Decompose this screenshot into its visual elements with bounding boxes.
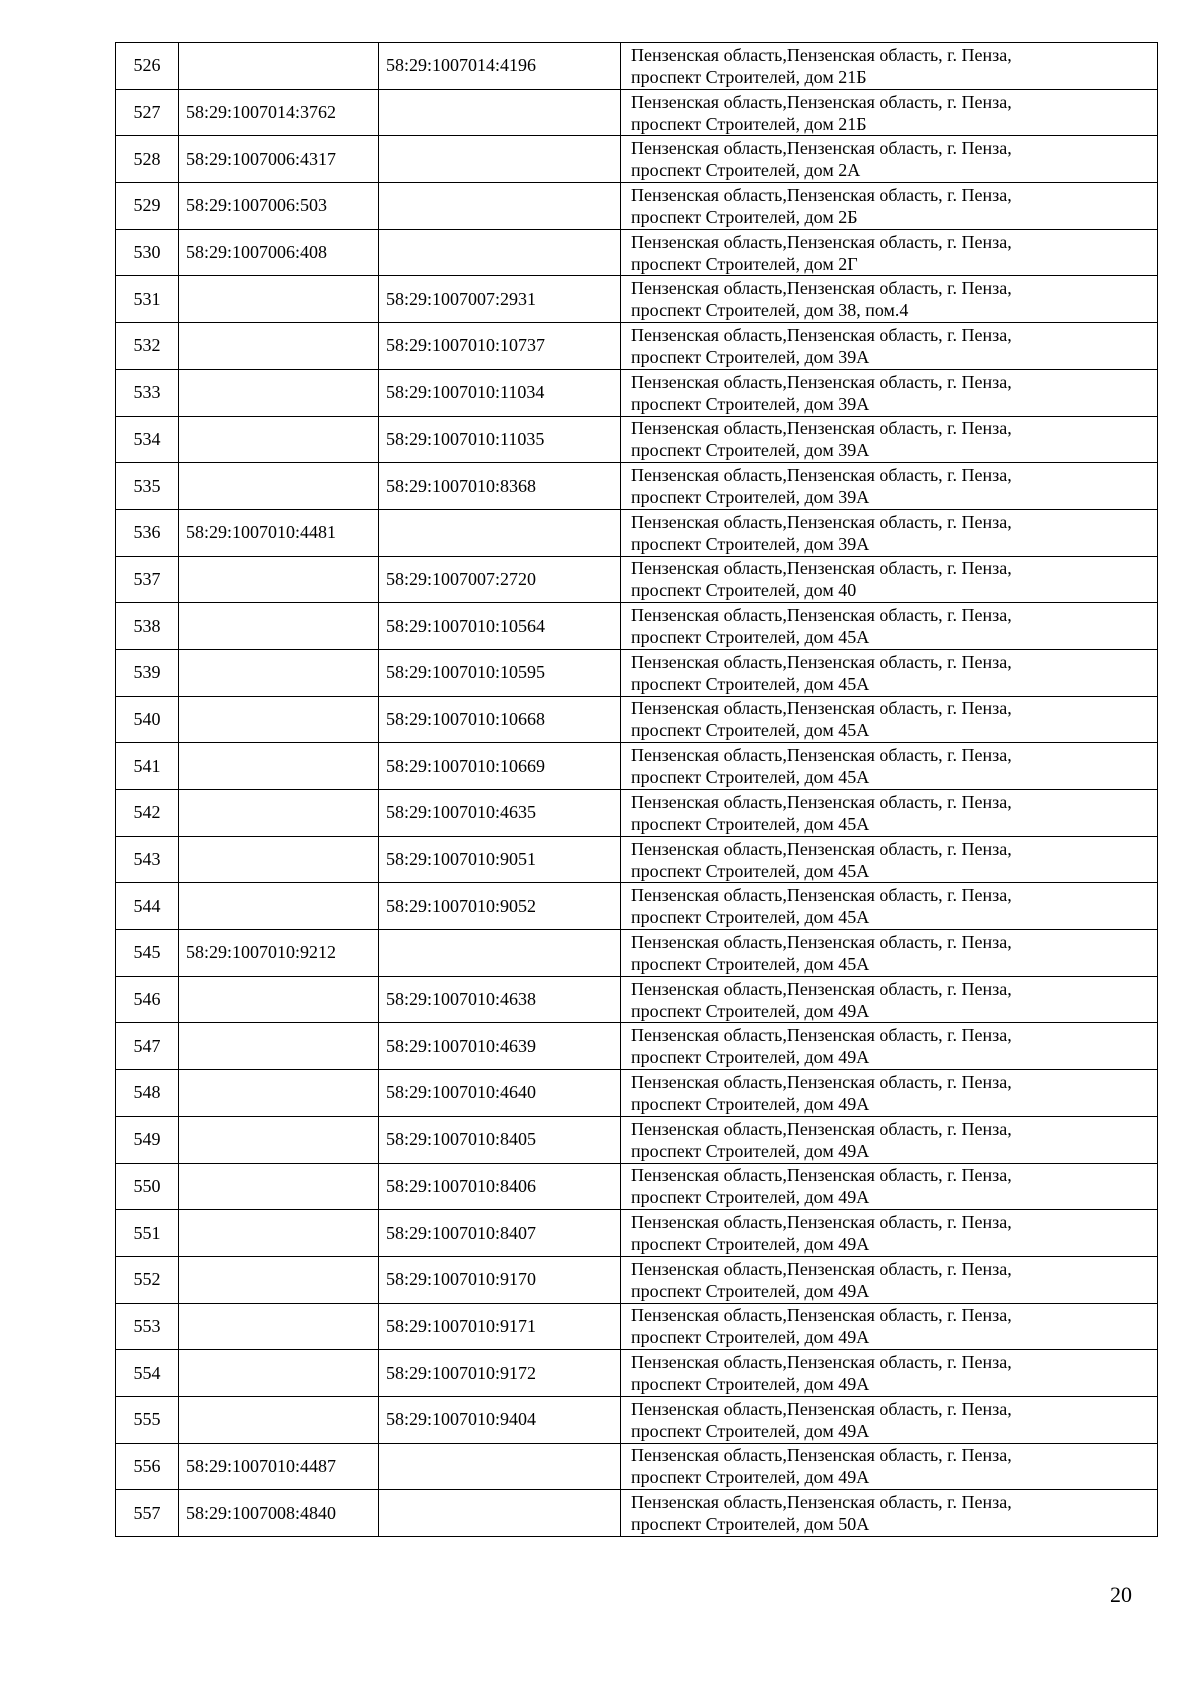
object-cadastral-number-cell [379, 1443, 621, 1490]
land-cadastral-number-cell [179, 603, 379, 650]
address-cell [621, 1256, 1158, 1303]
object-cadastral-number-cell: 58:29:1007010:10668 [379, 696, 621, 743]
address-line-2: проспект Строителей, дом 39А [631, 533, 870, 554]
row-number-cell: 555 [116, 1396, 179, 1443]
object-cadastral-number-cell: 58:29:1007010:4640 [379, 1070, 621, 1117]
table-row [116, 416, 1158, 463]
address-cell [621, 369, 1158, 416]
address-line-1: Пензенская область,Пензенская область, г. Пенза, [631, 1445, 1012, 1466]
address-line-1: Пензенская область,Пензенская область, г. Пенза, [631, 1165, 1012, 1186]
address-line-2: проспект Строителей, дом 49А [631, 1280, 870, 1301]
object-cadastral-number-cell: 58:29:1007010:9052 [379, 883, 621, 930]
row-number-cell: 529 [116, 183, 179, 230]
row-number-cell: 557 [116, 1490, 179, 1537]
table-row [116, 930, 1158, 977]
row-number-cell: 539 [116, 649, 179, 696]
land-cadastral-number-cell [179, 1303, 379, 1350]
row-number-cell: 546 [116, 976, 179, 1023]
address-line-2: проспект Строителей, дом 45А [631, 767, 870, 788]
address-line-1: Пензенская область,Пензенская область, г. Пенза, [631, 91, 1012, 112]
address-line-1: Пензенская область,Пензенская область, г. Пенза, [631, 184, 1012, 205]
land-cadastral-number-cell [179, 1023, 379, 1070]
address-cell [621, 1210, 1158, 1257]
row-number-cell: 531 [116, 276, 179, 323]
address-line-2: проспект Строителей, дом 40 [631, 580, 857, 601]
object-cadastral-number-cell [379, 136, 621, 183]
table-row [116, 136, 1158, 183]
address-line-1: Пензенская область,Пензенская область, г. Пенза, [631, 558, 1012, 579]
object-cadastral-number-cell: 58:29:1007010:10595 [379, 649, 621, 696]
row-number-cell: 528 [116, 136, 179, 183]
row-number-cell: 545 [116, 930, 179, 977]
address-line-2: проспект Строителей, дом 49А [631, 1374, 870, 1395]
land-cadastral-number-cell [179, 1210, 379, 1257]
address-line-1: Пензенская область,Пензенская область, г. Пенза, [631, 1025, 1012, 1046]
table-row [116, 1350, 1158, 1397]
address-line-1: Пензенская область,Пензенская область, г. Пенза, [631, 324, 1012, 345]
land-cadastral-number-cell: 58:29:1007010:4487 [179, 1443, 379, 1490]
object-cadastral-number-cell [379, 509, 621, 556]
address-cell [621, 1303, 1158, 1350]
address-cell [621, 509, 1158, 556]
address-line-1: Пензенская область,Пензенская область, г. Пенза, [631, 651, 1012, 672]
table-row [116, 1023, 1158, 1070]
row-number-cell: 549 [116, 1116, 179, 1163]
object-cadastral-number-cell [379, 1490, 621, 1537]
address-cell [621, 183, 1158, 230]
table-row [116, 89, 1158, 136]
object-cadastral-number-cell: 58:29:1007010:9404 [379, 1396, 621, 1443]
address-line-2: проспект Строителей, дом 49А [631, 1140, 870, 1161]
address-line-1: Пензенская область,Пензенская область, г. Пенза, [631, 1492, 1012, 1513]
address-cell [621, 1443, 1158, 1490]
row-number-cell: 540 [116, 696, 179, 743]
address-cell [621, 649, 1158, 696]
row-number-cell: 537 [116, 556, 179, 603]
object-cadastral-number-cell: 58:29:1007010:10737 [379, 323, 621, 370]
address-line-1: Пензенская область,Пензенская область, г. Пенза, [631, 278, 1012, 299]
address-cell [621, 43, 1158, 90]
land-cadastral-number-cell [179, 1070, 379, 1117]
address-line-1: Пензенская область,Пензенская область, г. Пенза, [631, 1398, 1012, 1419]
table-row [116, 369, 1158, 416]
address-line-2: проспект Строителей, дом 39А [631, 346, 870, 367]
object-cadastral-number-cell: 58:29:1007010:4635 [379, 790, 621, 837]
land-cadastral-number-cell: 58:29:1007008:4840 [179, 1490, 379, 1537]
object-cadastral-number-cell [379, 89, 621, 136]
land-cadastral-number-cell [179, 1396, 379, 1443]
address-cell [621, 276, 1158, 323]
row-number-cell: 544 [116, 883, 179, 930]
table-row [116, 1396, 1158, 1443]
land-cadastral-number-cell [179, 556, 379, 603]
address-line-2: проспект Строителей, дом 45А [631, 813, 870, 834]
address-line-2: проспект Строителей, дом 45А [631, 953, 870, 974]
table-row [116, 183, 1158, 230]
address-line-1: Пензенская область,Пензенская область, г. Пенза, [631, 885, 1012, 906]
object-cadastral-number-cell: 58:29:1007007:2720 [379, 556, 621, 603]
address-cell [621, 416, 1158, 463]
land-cadastral-number-cell: 58:29:1007010:9212 [179, 930, 379, 977]
table-row [116, 649, 1158, 696]
table-row [116, 1070, 1158, 1117]
address-line-1: Пензенская область,Пензенская область, г. Пенза, [631, 605, 1012, 626]
address-line-2: проспект Строителей, дом 49А [631, 1093, 870, 1114]
address-line-2: проспект Строителей, дом 39А [631, 393, 870, 414]
address-line-2: проспект Строителей, дом 49А [631, 1467, 870, 1488]
table-row [116, 883, 1158, 930]
object-cadastral-number-cell: 58:29:1007010:10669 [379, 743, 621, 790]
object-cadastral-number-cell: 58:29:1007010:8405 [379, 1116, 621, 1163]
table-row [116, 1443, 1158, 1490]
row-number-cell: 532 [116, 323, 179, 370]
address-line-1: Пензенская область,Пензенская область, г. Пенза, [631, 418, 1012, 439]
address-line-1: Пензенская область,Пензенская область, г. Пенза, [631, 371, 1012, 392]
table-row [116, 1490, 1158, 1537]
table-row [116, 43, 1158, 90]
object-cadastral-number-cell: 58:29:1007007:2931 [379, 276, 621, 323]
address-line-2: проспект Строителей, дом 39А [631, 487, 870, 508]
address-line-2: проспект Строителей, дом 45А [631, 720, 870, 741]
row-number-cell: 543 [116, 836, 179, 883]
address-line-2: проспект Строителей, дом 39А [631, 440, 870, 461]
table-row [116, 463, 1158, 510]
land-cadastral-number-cell [179, 43, 379, 90]
table-row [116, 1163, 1158, 1210]
object-cadastral-number-cell [379, 229, 621, 276]
row-number-cell: 551 [116, 1210, 179, 1257]
object-cadastral-number-cell: 58:29:1007010:9051 [379, 836, 621, 883]
table-row [116, 509, 1158, 556]
table-row [116, 836, 1158, 883]
land-cadastral-number-cell [179, 696, 379, 743]
object-cadastral-number-cell: 58:29:1007010:10564 [379, 603, 621, 650]
row-number-cell: 553 [116, 1303, 179, 1350]
address-line-2: проспект Строителей, дом 49А [631, 1000, 870, 1021]
address-line-1: Пензенская область,Пензенская область, г. Пенза, [631, 791, 1012, 812]
land-cadastral-number-cell [179, 743, 379, 790]
address-line-1: Пензенская область,Пензенская область, г. Пенза, [631, 745, 1012, 766]
table-row [116, 1256, 1158, 1303]
address-line-2: проспект Строителей, дом 2Г [631, 253, 858, 274]
address-cell [621, 1023, 1158, 1070]
address-line-2: проспект Строителей, дом 45А [631, 860, 870, 881]
land-cadastral-number-cell [179, 323, 379, 370]
row-number-cell: 550 [116, 1163, 179, 1210]
row-number-cell: 552 [116, 1256, 179, 1303]
address-line-1: Пензенская область,Пензенская область, г. Пенза, [631, 44, 1012, 65]
row-number-cell: 527 [116, 89, 179, 136]
address-cell [621, 743, 1158, 790]
table-row [116, 1116, 1158, 1163]
land-cadastral-number-cell [179, 1163, 379, 1210]
object-cadastral-number-cell: 58:29:1007014:4196 [379, 43, 621, 90]
address-cell [621, 1163, 1158, 1210]
address-line-2: проспект Строителей, дом 21Б [631, 113, 867, 134]
table-row [116, 696, 1158, 743]
table-row [116, 603, 1158, 650]
address-line-2: проспект Строителей, дом 49А [631, 1047, 870, 1068]
table-row [116, 790, 1158, 837]
address-line-2: проспект Строителей, дом 45А [631, 907, 870, 928]
land-cadastral-number-cell [179, 976, 379, 1023]
object-cadastral-number-cell: 58:29:1007010:9172 [379, 1350, 621, 1397]
address-line-1: Пензенская область,Пензенская область, г. Пенза, [631, 138, 1012, 159]
land-cadastral-number-cell: 58:29:1007006:408 [179, 229, 379, 276]
address-cell [621, 836, 1158, 883]
object-cadastral-number-cell [379, 930, 621, 977]
address-line-1: Пензенская область,Пензенская область, г. Пенза, [631, 1352, 1012, 1373]
address-cell [621, 1070, 1158, 1117]
address-line-2: проспект Строителей, дом 49А [631, 1420, 870, 1441]
row-number-cell: 547 [116, 1023, 179, 1070]
registry-table-body [116, 43, 1158, 1537]
land-cadastral-number-cell: 58:29:1007010:4481 [179, 509, 379, 556]
land-cadastral-number-cell [179, 1116, 379, 1163]
registry-table [115, 42, 1158, 1537]
land-cadastral-number-cell [179, 790, 379, 837]
row-number-cell: 535 [116, 463, 179, 510]
row-number-cell: 536 [116, 509, 179, 556]
land-cadastral-number-cell [179, 649, 379, 696]
object-cadastral-number-cell: 58:29:1007010:9171 [379, 1303, 621, 1350]
table-row [116, 229, 1158, 276]
address-line-1: Пензенская область,Пензенская область, г. Пенза, [631, 231, 1012, 252]
address-line-1: Пензенская область,Пензенская область, г. Пенза, [631, 511, 1012, 532]
land-cadastral-number-cell [179, 836, 379, 883]
address-line-2: проспект Строителей, дом 38, пом.4 [631, 300, 909, 321]
row-number-cell: 554 [116, 1350, 179, 1397]
table-row [116, 1210, 1158, 1257]
object-cadastral-number-cell: 58:29:1007010:8406 [379, 1163, 621, 1210]
address-cell [621, 323, 1158, 370]
address-line-1: Пензенская область,Пензенская область, г. Пенза, [631, 698, 1012, 719]
address-line-1: Пензенская область,Пензенская область, г. Пенза, [631, 1118, 1012, 1139]
address-line-1: Пензенская область,Пензенская область, г. Пенза, [631, 465, 1012, 486]
address-line-1: Пензенская область,Пензенская область, г. Пенза, [631, 1071, 1012, 1092]
object-cadastral-number-cell: 58:29:1007010:8368 [379, 463, 621, 510]
row-number-cell: 534 [116, 416, 179, 463]
address-cell [621, 463, 1158, 510]
object-cadastral-number-cell: 58:29:1007010:11035 [379, 416, 621, 463]
address-line-2: проспект Строителей, дом 49А [631, 1327, 870, 1348]
address-cell [621, 1396, 1158, 1443]
object-cadastral-number-cell: 58:29:1007010:11034 [379, 369, 621, 416]
table-row [116, 323, 1158, 370]
land-cadastral-number-cell [179, 883, 379, 930]
address-line-2: проспект Строителей, дом 45А [631, 673, 870, 694]
address-cell [621, 1490, 1158, 1537]
land-cadastral-number-cell: 58:29:1007006:4317 [179, 136, 379, 183]
row-number-cell: 530 [116, 229, 179, 276]
object-cadastral-number-cell: 58:29:1007010:9170 [379, 1256, 621, 1303]
table-row [116, 276, 1158, 323]
row-number-cell: 548 [116, 1070, 179, 1117]
address-line-1: Пензенская область,Пензенская область, г. Пенза, [631, 931, 1012, 952]
table-row [116, 1303, 1158, 1350]
table-row [116, 556, 1158, 603]
address-cell [621, 930, 1158, 977]
address-line-2: проспект Строителей, дом 21Б [631, 66, 867, 87]
address-line-1: Пензенская область,Пензенская область, г. Пенза, [631, 1212, 1012, 1233]
address-cell [621, 696, 1158, 743]
row-number-cell: 533 [116, 369, 179, 416]
land-cadastral-number-cell: 58:29:1007006:503 [179, 183, 379, 230]
object-cadastral-number-cell: 58:29:1007010:4638 [379, 976, 621, 1023]
address-line-2: проспект Строителей, дом 2Б [631, 206, 858, 227]
land-cadastral-number-cell [179, 1256, 379, 1303]
address-cell [621, 136, 1158, 183]
table-row [116, 743, 1158, 790]
address-cell [621, 603, 1158, 650]
row-number-cell: 542 [116, 790, 179, 837]
object-cadastral-number-cell: 58:29:1007010:4639 [379, 1023, 621, 1070]
address-cell [621, 976, 1158, 1023]
table-row [116, 976, 1158, 1023]
address-line-2: проспект Строителей, дом 50А [631, 1514, 870, 1535]
address-line-1: Пензенская область,Пензенская область, г. Пенза, [631, 978, 1012, 999]
address-line-2: проспект Строителей, дом 45А [631, 627, 870, 648]
address-line-1: Пензенская область,Пензенская область, г. Пенза, [631, 838, 1012, 859]
address-cell [621, 790, 1158, 837]
land-cadastral-number-cell: 58:29:1007014:3762 [179, 89, 379, 136]
row-number-cell: 538 [116, 603, 179, 650]
address-line-2: проспект Строителей, дом 2А [631, 160, 861, 181]
address-line-1: Пензенская область,Пензенская область, г. Пенза, [631, 1305, 1012, 1326]
address-cell [621, 229, 1158, 276]
row-number-cell: 541 [116, 743, 179, 790]
land-cadastral-number-cell [179, 369, 379, 416]
land-cadastral-number-cell [179, 463, 379, 510]
address-line-2: проспект Строителей, дом 49А [631, 1234, 870, 1255]
address-line-1: Пензенская область,Пензенская область, г. Пенза, [631, 1258, 1012, 1279]
object-cadastral-number-cell [379, 183, 621, 230]
address-cell [621, 1116, 1158, 1163]
address-line-2: проспект Строителей, дом 49А [631, 1187, 870, 1208]
row-number-cell: 526 [116, 43, 179, 90]
object-cadastral-number-cell: 58:29:1007010:8407 [379, 1210, 621, 1257]
address-cell [621, 1350, 1158, 1397]
row-number-cell: 556 [116, 1443, 179, 1490]
address-cell [621, 556, 1158, 603]
address-cell [621, 883, 1158, 930]
land-cadastral-number-cell [179, 1350, 379, 1397]
land-cadastral-number-cell [179, 276, 379, 323]
address-cell [621, 89, 1158, 136]
land-cadastral-number-cell [179, 416, 379, 463]
page-number: 20 [1110, 1582, 1132, 1607]
